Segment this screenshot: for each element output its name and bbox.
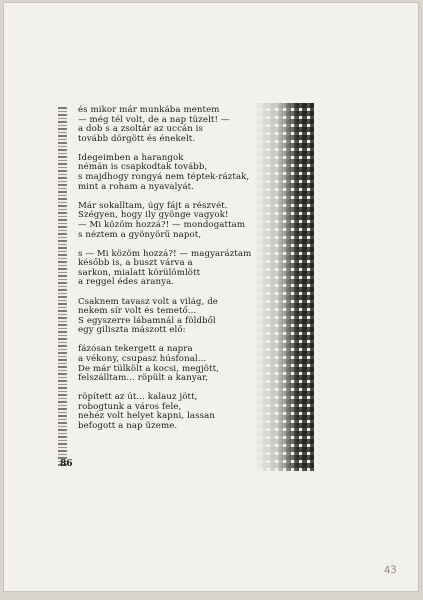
poem-line: s néztem a gyönyörű napot, <box>78 229 202 240</box>
poem-line: De már tülkölt a kocsi, megjött, <box>78 363 219 374</box>
poem-line: mint a roham a nyavalyát. <box>78 181 195 192</box>
poem-line: nehéz volt helyet kapni, lassan <box>78 411 215 422</box>
document-page <box>3 2 419 592</box>
poem-line: befogott a nap üzeme. <box>78 421 178 432</box>
poem-line: némán is csapkodtak tovább, <box>78 162 208 173</box>
stanza-4 <box>78 250 318 288</box>
poem-line: S egyszerre lábamnál a földből <box>78 315 216 326</box>
stanza-2 <box>78 154 318 192</box>
poem-line: a reggel édes aranya. <box>78 277 175 288</box>
poem-line: röpített az út... kalauz jött, <box>78 392 198 403</box>
poem-line: Szégyen, hogy ily gyönge vagyok! <box>78 210 229 221</box>
poem-line: és mikor már munkába mentem <box>78 105 220 115</box>
poem-line: később is, a buszt várva a <box>78 258 193 269</box>
printed-block <box>58 103 314 471</box>
poem-line: a dob s a zsoltár az uccán is <box>78 124 204 135</box>
poem-line: fázósan tekergett a napra <box>78 344 193 355</box>
poem-text <box>78 106 318 441</box>
poem-line: felszálltam... röpült a kanyar, <box>78 373 209 384</box>
poem-line: a vékony, csupasz húsfonal... <box>78 353 207 364</box>
stanza-7 <box>78 393 318 431</box>
left-print-strip <box>58 107 67 467</box>
stanza-1 <box>78 106 318 144</box>
poem-line: nekem sír volt és temető... <box>78 306 197 317</box>
poem-line: s majdhogy rongyá nem téptek-ráztak, <box>78 172 250 183</box>
poem-line: s — Mi közöm hozzá?! — magyaráztam <box>78 248 252 259</box>
poem-line: robogtunk a város fele, <box>78 401 182 412</box>
poem-line: Csaknem tavasz volt a világ, de <box>78 296 218 307</box>
poem-line: Már sokalltam, úgy fájt a részvét. <box>78 200 228 211</box>
poem-line: tovább dörgött és énekelt. <box>78 133 196 144</box>
poem-line: Idegeimben a harangok <box>78 152 184 163</box>
page-number: 86 <box>60 459 73 469</box>
stanza-3 <box>78 202 318 240</box>
stanza-6 <box>78 345 318 383</box>
poem-line: — Mi közöm hozzá?! — mondogattam <box>78 219 246 230</box>
poem-line: sarkon, mialatt körülömlött <box>78 267 201 278</box>
poem-line: egy giliszta mászott elő: <box>78 325 186 336</box>
stanza-5 <box>78 298 318 336</box>
poem-line: — még tél volt, de a nap tüzelt! — <box>78 114 230 125</box>
handwritten-folio-number: 43 <box>383 564 398 577</box>
